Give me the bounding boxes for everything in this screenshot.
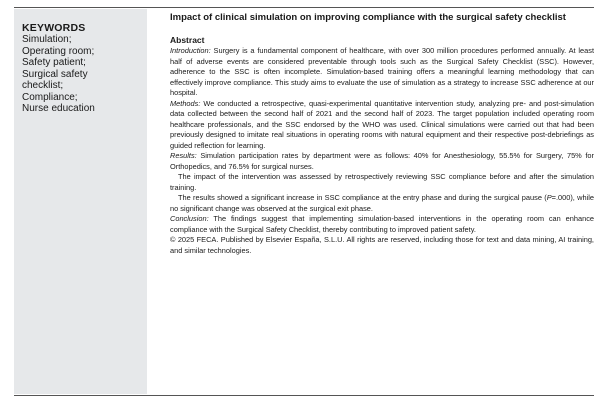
abstract-body	[170, 46, 594, 256]
methods-paragraph	[170, 99, 594, 152]
conclusion-label: Conclusion:	[170, 214, 209, 223]
results-label: Results:	[170, 151, 197, 160]
results-paragraph	[170, 151, 594, 172]
results-para3-post: =.000), while no significant change was observed at the surgical exit phase.	[170, 193, 594, 213]
keyword-item: Nurse education	[22, 103, 95, 114]
results-paragraph-2: The impact of the intervention was assessed by retrospectively reviewing SSC compliance before and after the simulation training.	[170, 172, 594, 192]
p-value-symbol: P	[546, 193, 552, 202]
article-title: Impact of clinical simulation on improving compliance with the surgical safety checklist	[170, 12, 566, 23]
keywords-title: KEYWORDS	[22, 22, 86, 34]
keyword-item: Simulation;	[22, 34, 72, 45]
introduction-paragraph	[170, 46, 594, 99]
keyword-item: Safety patient;	[22, 57, 86, 68]
conclusion-paragraph	[170, 214, 594, 235]
keyword-item: Operating room;	[22, 45, 95, 57]
top-divider	[14, 7, 594, 8]
abstract-heading: Abstract	[170, 35, 205, 45]
introduction-text: Surgery is a fundamental component of healthcare, with over 300 million procedures performed annually. At least half of adverse events are considered preventable through tools such as the Surgical Safety Checklist (SSC). However, adherence to the SSC is often incomplete. Simulation-based training offers a meaningful learning methodology that can effectively improve compliance. This study aims to evaluate the use of simulation as a strategy to increase SSC adherence at our hospital.	[170, 46, 594, 97]
bottom-divider	[14, 395, 594, 396]
results-paragraph-3	[170, 193, 594, 214]
conclusion-text: The findings suggest that implementing simulation-based interventions in the operating room can enhance compliance with the Surgical Safety Checklist, thereby contributing to improved patient safety.	[170, 214, 595, 234]
keyword-item: Surgical safety	[22, 68, 88, 80]
results-para3-pre: The results showed a significant increase in SSC compliance at the entry phase and during the surgical pause (	[178, 193, 547, 202]
results-text: Simulation participation rates by department were as follows: 40% for Anesthesiology, 55.5% for Surgery, 75% for Orthopedics, and 76.5% for surgical nurses.	[170, 151, 594, 171]
keywords-panel	[14, 9, 147, 394]
keywords-list	[22, 34, 95, 115]
introduction-label: Introduction:	[170, 46, 211, 55]
abstract-column	[170, 12, 594, 256]
keyword-item: checklist;	[22, 80, 64, 91]
copyright-notice: © 2025 FECA. Published by Elsevier España, S.L.U. All rights are reserved, including those for text and data mining, AI training, and similar technologies.	[170, 235, 594, 255]
methods-label: Methods:	[170, 98, 201, 108]
keyword-item: Compliance;	[22, 91, 78, 103]
methods-text: We conducted a retrospective, quasi-experimental quantitative intervention study, analyzing pre- and post-simulation data collected between the second half of 2021 and the second half of 2023. The target population included operating room healthcare professionals, and the SSC endorsed by the WHO was used. Clinical simulations were carried out that had been previously designed to imitate real situations in operating rooms with natural equipment and their respective post-debriefings as guided reflection for learning.	[170, 98, 594, 150]
